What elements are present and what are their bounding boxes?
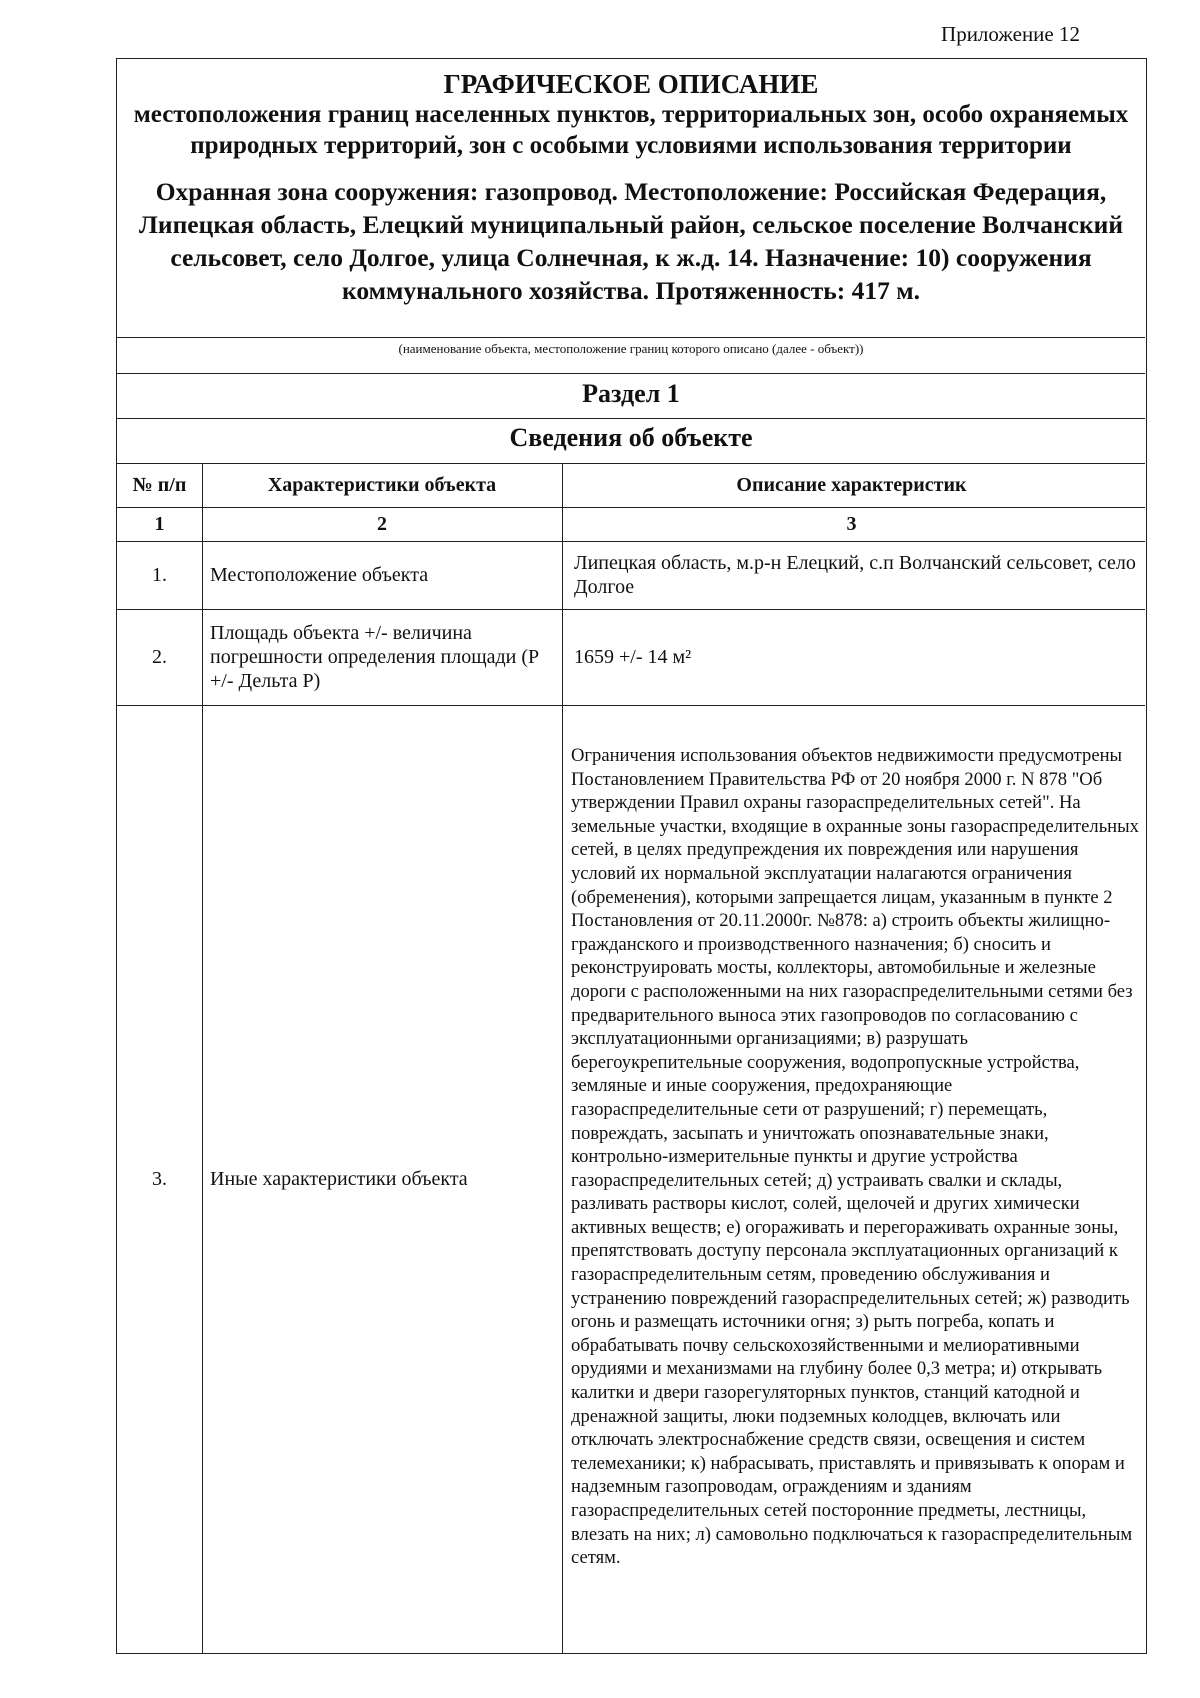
document-subtitle: местоположения границ населенных пунктов, территориальных зон, особо охраняемых природных территорий, зон с особыми условиями использования территории — [133, 101, 1129, 159]
column-number: 1 — [154, 513, 165, 535]
section-title: Раздел 1 — [582, 379, 680, 408]
table-cell-characteristic: Местоположение объекта — [210, 564, 429, 586]
divider — [117, 418, 1145, 419]
divider — [117, 373, 1145, 374]
document-header — [117, 59, 1145, 337]
appendix-label: Приложение 12 — [941, 22, 1080, 46]
table-header-description: Описание характеристик — [736, 474, 967, 496]
table-cell-description: Липецкая область, м.р-н Елецкий, с.п Волчанский сельсовет, село Долгое — [574, 552, 1136, 598]
table-cell-num: 2. — [152, 646, 167, 668]
table-header-characteristic: Характеристики объекта — [267, 474, 497, 496]
document-title: ГРАФИЧЕСКОЕ ОПИСАНИЕ — [443, 69, 819, 99]
table-cell-characteristic: Иные характеристики объекта — [210, 1168, 468, 1190]
table-header-num: № п/п — [132, 474, 187, 496]
table-cell-characteristic: Площадь объекта +/- величина погрешности определения площади (P +/- Дельта P) — [210, 622, 539, 692]
table-cell-description: Ограничения использования объектов недвижимости предусмотрены Постановлением Правительства РФ от 20 ноября 2000 г. N 878 "Об утверждении Правил охраны газораспределительных сетей". На земельные участки, входящие в охранные зоны газораспределительных сетей, в целях предупреждения их повреждения или нарушения условий их нормальной эксплуатации налагаются ограничения (обременения), которыми запрещается лицам, указанным в пункте 2 Постановления от 20.11.2000г. №878: а) строить объекты жилищно-гражданского и производственного назначения; б) сносить и реконструировать мосты, коллекторы, автомобильные и железные дороги с расположенными на них газораспределительными сетями без предварительного выноса этих газопроводов по согласованию с эксплуатационными организациями; в) разрушать берегоукрепительные сооружения, водопропускные устройства, земляные и иные сооружения, предохраняющие газораспределительные сети от разрушений; г) перемещать, повреждать, засыпать и уничтожать опознавательные знаки, контрольно-измерительные пункты и другие устройства газораспределительных сетей; д) устраивать свалки и склады, разливать растворы кислот, солей, щелочей и других химически активных веществ; е) огораживать и перегораживать охранные зоны, препятствовать доступу персонала эксплуатационных организаций к газораспределительным сетям, проведению обслуживания и устранению повреждений газораспределительных сетей; ж) разводить огонь и размещать источники огня; з) рыть погреба, копать и обрабатывать почву сельскохозяйственными и мелиоративными орудиями и механизмами на глубину более 0,3 метра; и) открывать калитки и двери газорегуляторных пунктов, станций катодной и дренажной защиты, люки подземных колодцев, включать или отключать электроснабжение средств связи, освещения и систем телемеханики; к) набрасывать, приставлять и привязывать к опорам и надземным газопроводам, ограждениям и зданиям газораспределительных сетей посторонние предметы, лестницы, влезать на них; л) самовольно подключаться к газораспределительным сетям. — [571, 745, 1139, 1569]
column-number: 3 — [846, 513, 857, 535]
table-cell-num: 3. — [152, 1168, 167, 1190]
section-subtitle: Сведения об объекте — [509, 423, 753, 452]
object-name: Охранная зона сооружения: газопровод. Местоположение: Российская Федерация, Липецкая область, Елецкий муниципальный район, сельское поселение Волчанский сельсовет, село Долгое, улица Солнечная, к ж.д. 14. Назначение: 10) сооружения коммунального хозяйства. Протяженность: 417 м. — [138, 177, 1124, 305]
table-cell-description: 1659 +/- 14 м² — [574, 646, 692, 668]
column-number: 2 — [377, 513, 387, 535]
divider — [117, 337, 1145, 338]
object-name-note: (наименование объекта, местоположение границ которого описано (далее - объект)) — [398, 341, 864, 356]
document-frame — [116, 58, 1147, 1654]
table-cell-num: 1. — [152, 564, 167, 586]
